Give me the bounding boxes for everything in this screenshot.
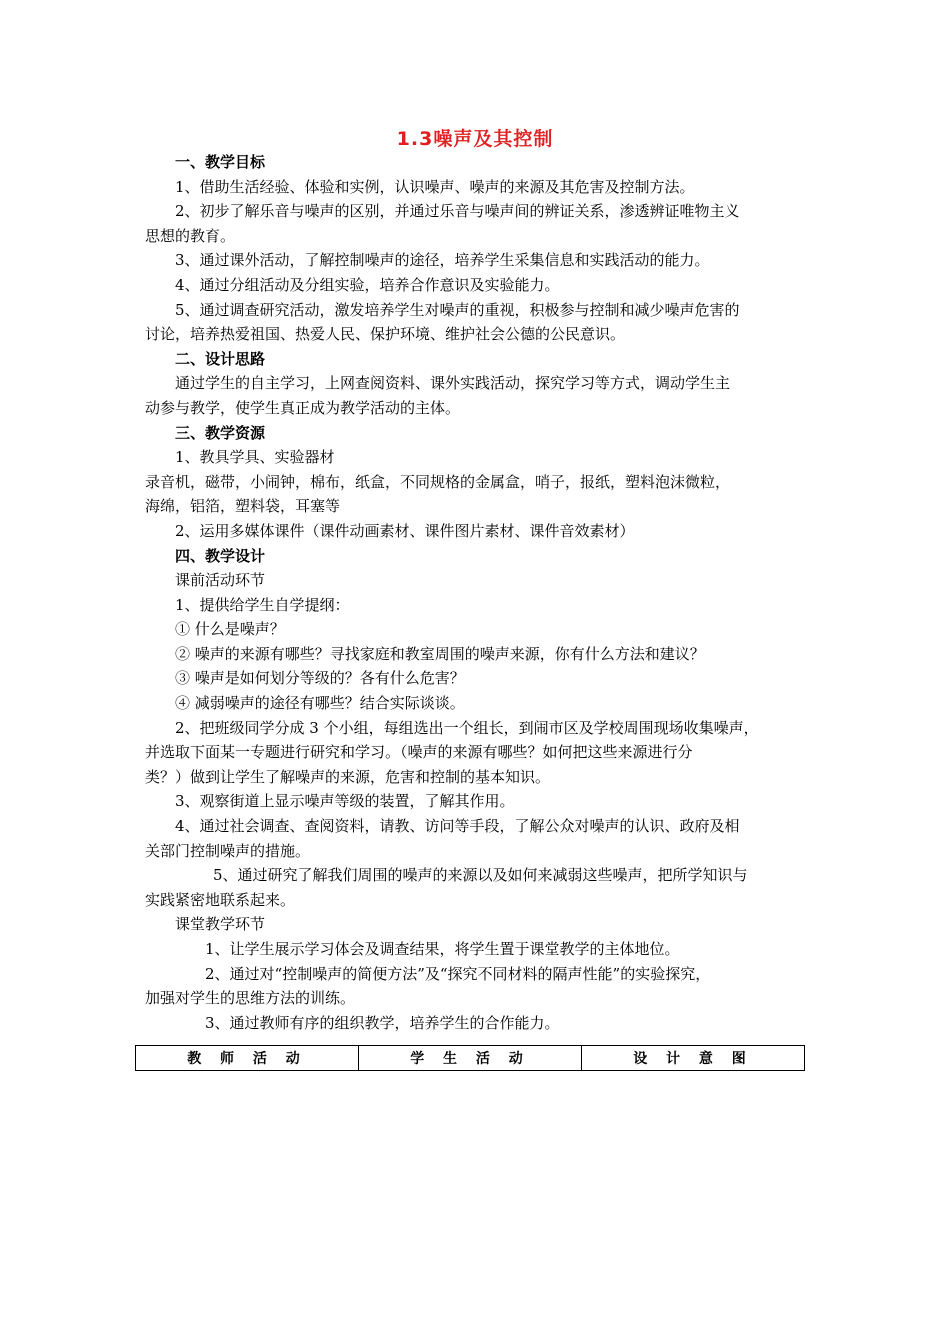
paragraph: 2、通过对“控制噪声的简便方法”及“探究不同材料的隔声性能”的实验探究，	[205, 964, 711, 983]
paragraph: 5、通过调查研究活动，激发培养学生对噪声的重视，积极参与控制和减少噪声危害的	[175, 300, 740, 319]
table-header-row	[136, 1046, 805, 1071]
paragraph-continuation: 海绵，铝箔，塑料袋，耳塞等	[145, 497, 341, 516]
paragraph: 1、让学生展示学习体会及调查结果，将学生置于课堂教学的主体地位。	[205, 940, 680, 958]
paragraph: 1、教具学具、实验器材	[175, 448, 335, 467]
paragraph: 2、初步了解乐音与噪声的区别，并通过乐音与噪声间的辨证关系，渗透辨证唯物主义	[175, 202, 740, 221]
paragraph: 4、通过分组活动及分组实验，培养合作意识及实验能力。	[175, 275, 560, 294]
paragraph-continuation: 动参与教学，使学生真正成为教学活动的主体。	[145, 398, 461, 417]
paragraph: 通过学生的自主学习，上网查阅资料、课外实践活动，探究学习等方式，调动学生主	[175, 374, 731, 393]
list-item: ① 什么是噪声？	[175, 620, 285, 639]
list-item: ② 噪声的来源有哪些？寻找家庭和教室周围的噪声来源，你有什么方法和建议？	[175, 644, 705, 663]
header-teacher-activity: 教 师 活 动	[136, 1046, 359, 1071]
paragraph-continuation: 加强对学生的思维方法的训练。	[145, 989, 356, 1008]
paragraph: 2、把班级同学分成 3 个小组，每组选出一个组长，到闹市区及学校周围现场收集噪声，	[175, 718, 759, 737]
paragraph: 2、运用多媒体课件（课件动画素材、课件图片素材、课件音效素材）	[175, 521, 635, 540]
subsection-label: 课前活动环节	[175, 571, 266, 590]
paragraph-continuation: 并选取下面某一专题进行研究和学习。（噪声的来源有哪些？如何把这些来源进行分	[145, 743, 693, 762]
list-item: ④ 减弱噪声的途径有哪些？结合实际谈谈。	[175, 694, 465, 713]
activity-table	[135, 1045, 805, 1071]
section-heading-goals: 一、教学目标	[175, 153, 266, 171]
section-heading-resources: 三、教学资源	[175, 423, 266, 442]
paragraph-continuation: 实践紧密地联系起来。	[145, 890, 296, 909]
paragraph: 3、观察街道上显示噪声等级的装置，了解其作用。	[175, 792, 515, 811]
document-title: 1.3噪声及其控制	[396, 128, 554, 150]
section-heading-design-idea: 二、设计思路	[175, 349, 266, 368]
paragraph-continuation: 思想的教育。	[145, 226, 236, 245]
document-body	[145, 150, 810, 1035]
paragraph: 3、通过课外活动，了解控制噪声的途径，培养学生采集信息和实践活动的能力。	[175, 251, 710, 270]
paragraph: 1、借助生活经验、体验和实例，认识噪声、噪声的来源及其危害及控制方法。	[175, 177, 695, 196]
paragraph: 4、通过社会调查、查阅资料，请教、访问等手段，了解公众对噪声的认识、政府及相	[175, 817, 740, 836]
header-design-intent: 设 计 意 图	[582, 1046, 805, 1071]
paragraph: 3、通过教师有序的组织教学，培养学生的合作能力。	[205, 1013, 560, 1032]
subsection-label: 课堂教学环节	[175, 915, 266, 934]
paragraph: 录音机，磁带，小闹钟，棉布，纸盒，不同规格的金属盒，哨子，报纸，塑料泡沫微粒，	[145, 472, 731, 491]
paragraph: 1、提供给学生自学提纲：	[175, 595, 350, 614]
header-student-activity: 学 生 活 动	[359, 1046, 582, 1071]
section-heading-teaching-design: 四、教学设计	[175, 546, 266, 565]
paragraph-continuation: 类？）做到让学生了解噪声的来源，危害和控制的基本知识。	[145, 767, 551, 786]
list-item: ③ 噪声是如何划分等级的？各有什么危害？	[175, 669, 465, 688]
paragraph-continuation: 讨论，培养热爱祖国、热爱人民、保护环境、维护社会公德的公民意识。	[145, 325, 626, 344]
paragraph: 5、通过研究了解我们周围的噪声的来源以及如何来减弱这些噪声，把所学知识与	[213, 866, 748, 885]
paragraph-continuation: 关部门控制噪声的措施。	[145, 841, 311, 860]
